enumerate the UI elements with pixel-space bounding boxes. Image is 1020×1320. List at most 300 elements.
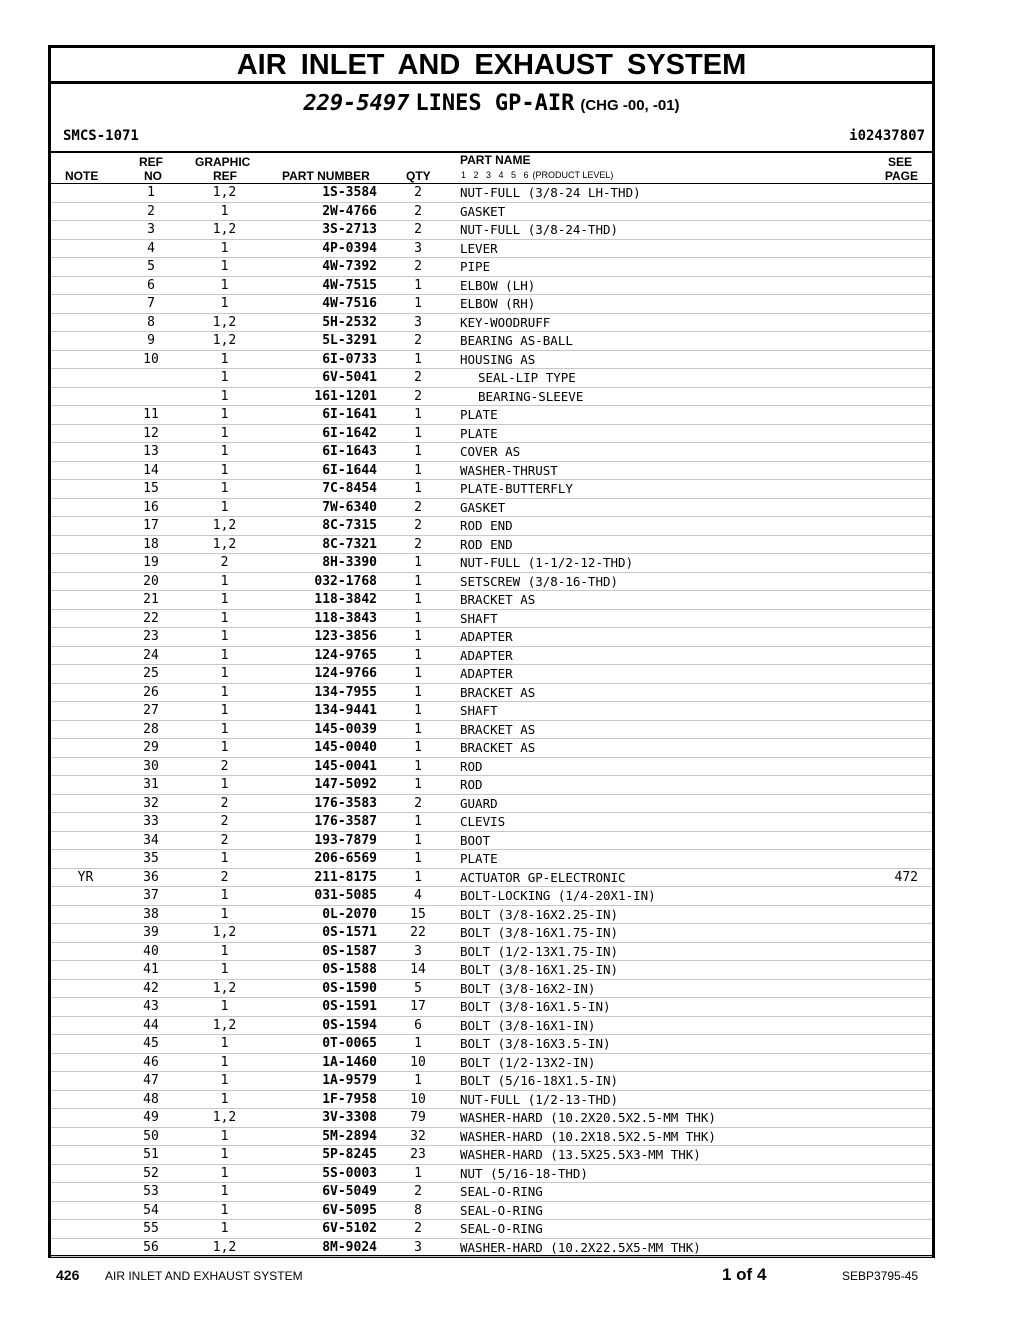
part-name-cell: ELBOW (RH) [460, 296, 536, 311]
graphic-ref-cell: 1,2 [212, 536, 237, 552]
ref-cell: 35 [143, 851, 159, 866]
ref-cell: 51 [143, 1147, 159, 1162]
part-name-cell: WASHER-HARD (10.2X18.5X2.5-MM THK) [460, 1128, 716, 1144]
ref-cell: 27 [143, 703, 159, 718]
group-name: LINES GP-AIR [415, 91, 575, 116]
ref-cell: 41 [143, 962, 159, 977]
graphic-ref-cell: 1 [220, 740, 229, 755]
part-name-cell: PLATE [460, 407, 498, 422]
graphic-ref-cell: 1 [220, 407, 229, 422]
part-number-cell: 124-9765 [314, 647, 377, 663]
ref-cell: 20 [143, 573, 159, 589]
table-row [51, 1146, 932, 1165]
table-row [51, 1165, 932, 1184]
part-number-cell: 7W-6340 [322, 499, 377, 515]
qty-cell: 3 [414, 240, 422, 256]
graphic-ref-cell: 1 [220, 1147, 229, 1162]
graphic-ref-cell: 1 [220, 1128, 229, 1144]
qty-cell: 2 [414, 518, 422, 533]
table-row [51, 277, 932, 296]
table-row [51, 1091, 932, 1110]
column-headers [51, 153, 932, 184]
qty-cell: 10 [410, 1091, 426, 1107]
graphic-ref-cell: 2 [220, 814, 229, 829]
ref-cell: 9 [147, 333, 155, 348]
part-number-cell: 134-9441 [314, 703, 377, 718]
part-number-cell: 124-9766 [314, 666, 377, 681]
table-row [51, 665, 932, 684]
graphic-ref-cell: 1,2 [212, 1110, 237, 1125]
ref-cell: 55 [143, 1221, 159, 1236]
qty-cell: 1 [414, 1165, 422, 1181]
ref-cell: 22 [143, 610, 159, 626]
qty-cell: 1 [414, 647, 422, 663]
graphic-ref-cell: 1 [220, 592, 229, 607]
part-number-cell: 0S-1590 [322, 980, 377, 996]
graphic-ref-cell: 1 [220, 388, 229, 404]
part-name-cell: NUT-FULL (3/8-24-THD) [460, 222, 619, 237]
part-name-cell: SEAL-O-RING [460, 1202, 543, 1218]
table-row [51, 203, 932, 222]
parts-list-frame [48, 45, 935, 1258]
qty-cell: 3 [414, 1239, 422, 1255]
qty-cell: 10 [410, 1054, 426, 1070]
part-name-cell: SHAFT [460, 703, 498, 718]
table-row [51, 591, 932, 610]
part-name-cell: BOLT (1/2-13X1.75-IN) [460, 943, 619, 959]
group-change: (CHG -00, -01) [580, 97, 680, 114]
qty-cell: 2 [414, 795, 422, 811]
part-name-cell: ADAPTER [460, 666, 513, 681]
ref-cell: 26 [143, 684, 159, 700]
part-name-cell: HOUSING AS [460, 351, 536, 367]
qty-cell: 1 [414, 869, 422, 885]
part-number-cell: 7C-8454 [322, 481, 377, 496]
qty-cell: 1 [414, 1073, 422, 1088]
part-name-cell: GUARD [460, 795, 498, 811]
part-name-cell: ADAPTER [460, 629, 513, 644]
part-name-cell: BEARING-SLEEVE [478, 388, 584, 404]
table-row [51, 924, 932, 943]
graphic-ref-cell: 1 [220, 351, 229, 367]
ref-cell: 6 [147, 277, 155, 293]
part-number-cell: 0S-1591 [322, 999, 377, 1014]
qty-cell: 1 [414, 851, 422, 866]
part-name-cell: BRACKET AS [460, 721, 536, 737]
qty-cell: 1 [414, 462, 422, 478]
graphic-ref-cell: 1 [220, 444, 229, 459]
table-row [51, 758, 932, 777]
qty-cell: 14 [410, 962, 426, 977]
table-row [51, 295, 932, 314]
ref-cell: 3 [147, 222, 155, 237]
table-row [51, 980, 932, 999]
part-number-cell: 5M-2894 [322, 1128, 377, 1144]
qty-cell: 8 [414, 1202, 422, 1218]
qty-cell: 4 [414, 888, 422, 903]
table-row [51, 906, 932, 925]
col-qty: QTY [406, 169, 431, 183]
part-name-cell: SEAL-O-RING [460, 1184, 543, 1199]
ref-cell: 28 [143, 721, 159, 737]
ref-cell: 32 [143, 795, 159, 811]
ref-cell: 52 [143, 1165, 159, 1181]
qty-cell: 1 [414, 777, 422, 792]
table-row [51, 1202, 932, 1221]
graphic-ref-cell: 2 [220, 795, 229, 811]
footer-page-number: 426 [56, 1267, 80, 1283]
part-name-cell: WASHER-HARD (13.5X25.5X3-MM THK) [460, 1147, 701, 1162]
part-name-cell: SEAL-O-RING [460, 1221, 543, 1236]
table-row [51, 1017, 932, 1036]
part-name-cell: WASHER-HARD (10.2X20.5X2.5-MM THK) [460, 1110, 716, 1125]
ref-cell: 44 [143, 1017, 159, 1033]
part-number-cell: 145-0040 [314, 740, 377, 755]
part-name-cell: BOLT-LOCKING (1/4-20X1-IN) [460, 888, 656, 903]
part-number-cell: 176-3583 [314, 795, 377, 811]
graphic-ref-cell: 1 [220, 240, 229, 256]
qty-cell: 2 [414, 370, 422, 385]
qty-cell: 3 [414, 314, 422, 330]
table-row [51, 610, 932, 629]
table-row [51, 961, 932, 980]
ref-cell: 19 [143, 555, 159, 570]
part-number-cell: 0T-0065 [322, 1036, 377, 1051]
part-name-cell: BEARING AS-BALL [460, 333, 573, 348]
part-name-cell: ROD [460, 758, 483, 774]
table-row [51, 573, 932, 592]
ref-cell: 2 [147, 203, 155, 219]
table-row [51, 1054, 932, 1073]
part-name-cell: COVER AS [460, 444, 521, 459]
part-name-cell: BOLT (3/8-16X1-IN) [460, 1017, 596, 1033]
table-row [51, 314, 932, 333]
part-name-cell: NUT-FULL (3/8-24 LH-THD) [460, 185, 641, 200]
qty-cell: 1 [414, 351, 422, 367]
col-part-number: PART NUMBER [282, 169, 370, 183]
part-name-cell: WASHER-THRUST [460, 462, 558, 478]
table-row [51, 1109, 932, 1128]
part-name-cell: BRACKET AS [460, 684, 536, 700]
table-row [51, 517, 932, 536]
graphic-ref-cell: 1 [220, 906, 229, 922]
graphic-ref-cell: 1,2 [212, 1017, 237, 1033]
product-levels [461, 170, 613, 180]
part-name-cell: SHAFT [460, 610, 498, 626]
table-row [51, 406, 932, 425]
qty-cell: 1 [414, 832, 422, 848]
qty-cell: 1 [414, 1036, 422, 1051]
part-name-cell: BOLT (3/8-16X1.5-IN) [460, 999, 611, 1014]
part-name-cell: CLEVIS [460, 814, 506, 829]
graphic-ref-cell: 1 [220, 1073, 229, 1088]
part-name-cell: BOLT (5/16-18X1.5-IN) [460, 1073, 619, 1088]
qty-cell: 2 [414, 388, 422, 404]
qty-cell: 6 [414, 1017, 422, 1033]
table-row [51, 1035, 932, 1054]
table-row [51, 776, 932, 795]
col-see-top: SEE [887, 155, 912, 169]
qty-cell: 1 [414, 684, 422, 700]
qty-cell: 2 [414, 203, 422, 219]
graphic-ref-cell: 1 [220, 888, 229, 903]
ref-cell: 40 [143, 943, 159, 959]
table-row [51, 1183, 932, 1202]
table-row [51, 1239, 932, 1258]
table-row [51, 388, 932, 407]
ref-cell: 15 [143, 481, 159, 496]
ref-cell: 7 [147, 296, 155, 311]
graphic-ref-cell: 1 [220, 481, 229, 496]
qty-cell: 1 [414, 481, 422, 496]
part-name-cell: SEAL-LIP TYPE [478, 370, 576, 385]
part-name-cell: WASHER-HARD (10.2X22.5X5-MM THK) [460, 1239, 701, 1255]
part-number-cell: 145-0041 [314, 758, 377, 774]
footer-doc-code: SEBP3795-45 [842, 1269, 919, 1283]
part-number-cell: 3V-3308 [322, 1110, 377, 1125]
part-name-cell: BOLT (1/2-13X2-IN) [460, 1054, 596, 1070]
part-number-cell: 4W-7515 [322, 277, 377, 293]
part-number-cell: 5H-2532 [322, 314, 377, 330]
part-number-cell: 145-0039 [314, 721, 377, 737]
qty-cell: 1 [414, 573, 422, 589]
level-numbers: 1 2 3 4 5 6 [461, 170, 529, 180]
graphic-ref-cell: 1 [220, 277, 229, 293]
qty-cell: 23 [410, 1147, 426, 1162]
ref-cell: 38 [143, 906, 159, 922]
part-name-cell: SETSCREW (3/8-16-THD) [460, 573, 619, 589]
ref-cell: 5 [147, 259, 155, 274]
ref-cell: 43 [143, 999, 159, 1014]
qty-cell: 5 [414, 980, 422, 996]
part-number-cell: 5L-3291 [322, 333, 377, 348]
table-row [51, 702, 932, 721]
ref-cell: 8 [147, 314, 155, 330]
table-row [51, 1128, 932, 1147]
table-row [51, 499, 932, 518]
table-row [51, 850, 932, 869]
col-part-name: PART NAME [460, 153, 531, 167]
part-name-cell: BRACKET AS [460, 740, 536, 755]
part-number-cell: 147-5092 [314, 777, 377, 792]
ref-cell: 54 [143, 1202, 159, 1218]
graphic-ref-cell: 1 [220, 851, 229, 866]
table-row [51, 480, 932, 499]
graphic-ref-cell: 1 [220, 203, 229, 219]
graphic-ref-cell: 1 [220, 1036, 229, 1051]
table-row [51, 739, 932, 758]
part-number-cell: 1A-9579 [322, 1073, 377, 1088]
qty-cell: 1 [414, 444, 422, 459]
ref-cell: 10 [143, 351, 159, 367]
ref-cell: 1 [147, 185, 155, 200]
qty-cell: 1 [414, 758, 422, 774]
part-name-cell: LEVER [460, 240, 498, 256]
qty-cell: 1 [414, 296, 422, 311]
part-number-cell: 161-1201 [314, 388, 377, 404]
group-line [51, 91, 932, 116]
part-name-cell: ADAPTER [460, 647, 513, 663]
footer-page-of: 1 of 4 [722, 1265, 767, 1284]
table-row [51, 443, 932, 462]
part-number-cell: 134-7955 [314, 684, 377, 700]
graphic-ref-cell: 1 [220, 629, 229, 644]
ref-cell: 37 [143, 888, 159, 903]
table-row [51, 369, 932, 388]
part-number-cell: 0S-1587 [322, 943, 377, 959]
qty-cell: 32 [410, 1128, 426, 1144]
part-number-cell: 211-8175 [314, 869, 377, 885]
col-graphic-top: GRAPHIC [195, 155, 251, 169]
ref-cell: 13 [143, 444, 159, 459]
part-number-cell: 6I-1643 [322, 444, 377, 459]
qty-cell: 2 [414, 1184, 422, 1199]
ref-cell: 45 [143, 1036, 159, 1051]
ref-cell: 17 [143, 518, 159, 533]
qty-cell: 22 [410, 925, 426, 940]
smcs-code: SMCS-1071 [63, 128, 139, 144]
qty-cell: 15 [410, 906, 426, 922]
ref-cell: 53 [143, 1184, 159, 1199]
part-number-cell: 1F-7958 [322, 1091, 377, 1107]
part-name-cell: NUT-FULL (1-1/2-12-THD) [460, 555, 634, 570]
part-number-cell: 6I-1641 [322, 407, 377, 422]
table-row [51, 462, 932, 481]
footer-section: AIR INLET AND EXHAUST SYSTEM [105, 1269, 303, 1283]
page-footer [0, 1265, 1020, 1289]
part-number-cell: 118-3842 [314, 592, 377, 607]
table-row [51, 721, 932, 740]
ref-cell: 42 [143, 980, 159, 996]
part-name-cell: BOLT (3/8-16X2.25-IN) [460, 906, 619, 922]
ref-cell: 11 [143, 407, 159, 422]
part-name-cell: ELBOW (LH) [460, 277, 536, 293]
qty-cell: 2 [414, 185, 422, 200]
part-number-cell: 8H-3390 [322, 555, 377, 570]
graphic-ref-cell: 1,2 [212, 314, 237, 330]
part-number-cell: 1S-3584 [322, 185, 377, 200]
ref-cell: 34 [143, 832, 159, 848]
graphic-ref-cell: 2 [220, 758, 229, 774]
ref-cell: 56 [143, 1239, 159, 1255]
ref-cell: 12 [143, 425, 159, 441]
table-row [51, 1220, 932, 1239]
note-cell: YR [77, 869, 94, 885]
document-id: i02437807 [849, 128, 925, 144]
ref-cell: 31 [143, 777, 159, 792]
graphic-ref-cell: 1 [220, 1184, 229, 1199]
qty-cell: 1 [414, 740, 422, 755]
ref-cell: 18 [143, 536, 159, 552]
table-row [51, 813, 932, 832]
part-name-cell: BOOT [460, 832, 491, 848]
table-row [51, 240, 932, 259]
part-number-cell: 6I-0733 [322, 351, 377, 367]
ref-cell: 49 [143, 1110, 159, 1125]
part-name-cell: BRACKET AS [460, 592, 536, 607]
table-row [51, 628, 932, 647]
qty-cell: 2 [414, 499, 422, 515]
table-row [51, 647, 932, 666]
graphic-ref-cell: 1 [220, 962, 229, 977]
ref-cell: 14 [143, 462, 159, 478]
part-name-cell: GASKET [460, 499, 506, 515]
ref-cell: 24 [143, 647, 159, 663]
graphic-ref-cell: 1 [220, 647, 229, 663]
graphic-ref-cell: 1 [220, 259, 229, 274]
ref-cell: 47 [143, 1073, 159, 1088]
part-number-cell: 6V-5095 [322, 1202, 377, 1218]
qty-cell: 1 [414, 555, 422, 570]
part-name-cell: ROD END [460, 518, 513, 533]
part-name-cell: BOLT (3/8-16X1.25-IN) [460, 962, 619, 977]
qty-cell: 1 [414, 629, 422, 644]
graphic-ref-cell: 1 [220, 703, 229, 718]
part-name-cell: BOLT (3/8-16X2-IN) [460, 980, 596, 996]
qty-cell: 2 [414, 333, 422, 348]
part-name-cell: BOLT (3/8-16X1.75-IN) [460, 925, 619, 940]
part-name-cell: BOLT (3/8-16X3.5-IN) [460, 1036, 611, 1051]
ref-cell: 46 [143, 1054, 159, 1070]
qty-cell: 17 [410, 999, 426, 1014]
part-number-cell: 8C-7315 [322, 518, 377, 533]
part-number-cell: 176-3587 [314, 814, 377, 829]
part-number-cell: 5P-8245 [322, 1147, 377, 1162]
part-number-cell: 4W-7392 [322, 259, 377, 274]
qty-cell: 1 [414, 610, 422, 626]
table-row [51, 795, 932, 814]
ref-cell: 25 [143, 666, 159, 681]
qty-cell: 1 [414, 407, 422, 422]
graphic-ref-cell: 1 [220, 1165, 229, 1181]
table-row [51, 221, 932, 240]
graphic-ref-cell: 1 [220, 462, 229, 478]
graphic-ref-cell: 1 [220, 684, 229, 700]
graphic-ref-cell: 1,2 [212, 1239, 237, 1255]
group-number: 229-5497 [303, 91, 410, 116]
graphic-ref-cell: 2 [220, 555, 229, 570]
graphic-ref-cell: 1 [220, 499, 229, 515]
part-name-cell: PLATE [460, 851, 498, 866]
col-graphic-bottom: REF [213, 169, 237, 183]
graphic-ref-cell: 1,2 [212, 925, 237, 940]
graphic-ref-cell: 1 [220, 610, 229, 626]
graphic-ref-cell: 1 [220, 721, 229, 737]
part-number-cell: 2W-4766 [322, 203, 377, 219]
part-number-cell: 8C-7321 [322, 536, 377, 552]
graphic-ref-cell: 1 [220, 999, 229, 1014]
qty-cell: 1 [414, 721, 422, 737]
part-number-cell: 193-7879 [314, 832, 377, 848]
table-row [51, 351, 932, 370]
qty-cell: 1 [414, 703, 422, 718]
part-number-cell: 1A-1460 [322, 1054, 377, 1070]
ref-cell: 39 [143, 925, 159, 940]
part-name-cell: ROD END [460, 536, 513, 552]
see-page-cell: 472 [894, 869, 918, 885]
graphic-ref-cell: 1 [220, 425, 229, 441]
part-number-cell: 5S-0003 [322, 1165, 377, 1181]
product-level-label: (PRODUCT LEVEL) [532, 170, 614, 180]
ref-cell: 30 [143, 758, 159, 774]
graphic-ref-cell: 1 [220, 943, 229, 959]
table-row [51, 832, 932, 851]
ref-cell: 48 [143, 1091, 159, 1107]
table-row [51, 943, 932, 962]
ref-cell: 4 [147, 240, 155, 256]
graphic-ref-cell: 2 [220, 832, 229, 848]
qty-cell: 1 [414, 592, 422, 607]
